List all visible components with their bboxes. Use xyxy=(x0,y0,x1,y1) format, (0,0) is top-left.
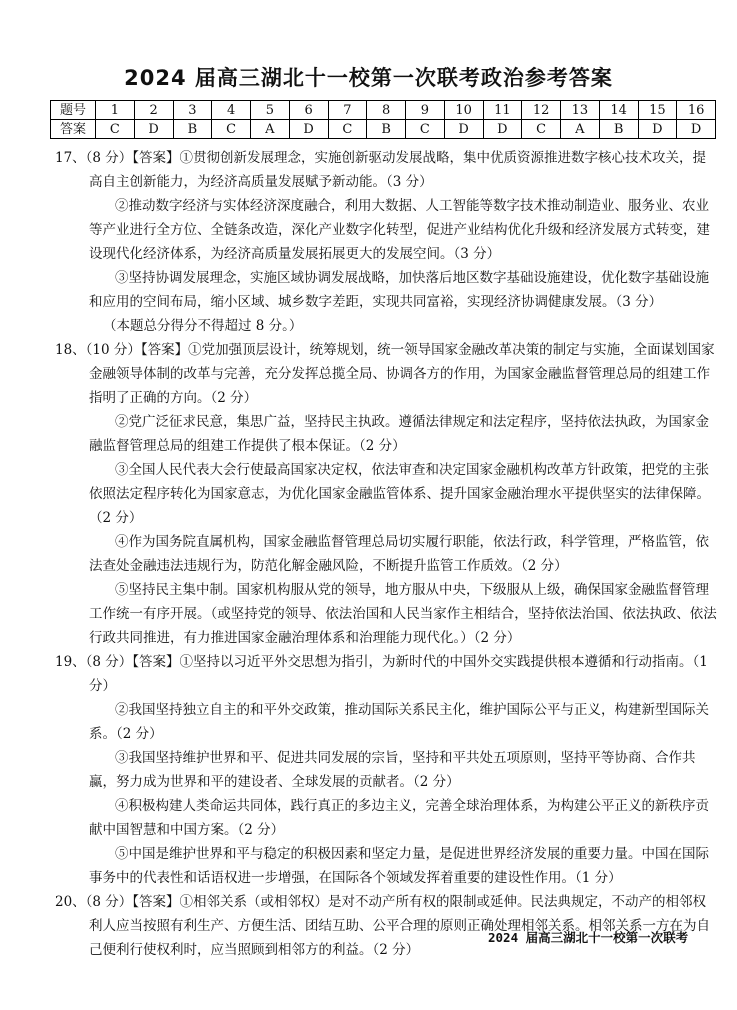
answer-point: ③全国人民代表大会行使最高国家决定权，依法审查和决定国家金融机构改革方针政策，把党的主张依照法定程序转化为国家意志，为优化国家金融监管体系、提升国家金融治理水平提供坚实的法律保障。（2 分） xyxy=(89,462,710,526)
answer-cell: D xyxy=(289,120,328,139)
question-number-cell: 13 xyxy=(561,101,600,120)
answer-cell: D xyxy=(444,120,483,139)
row-label-question-number: 题号 xyxy=(51,101,96,120)
question-number-cell: 1 xyxy=(96,101,135,120)
answer-point: ④作为国务院直属机构，国家金融监督管理总局切实履行职能，依法行政，科学管理，严格监管，依法查处金融违法违规行为，防范化解金融风险，不断提升监管工作质效。（2 分） xyxy=(89,534,709,574)
question-number-cell: 9 xyxy=(406,101,445,120)
answer-cell: C xyxy=(328,120,367,139)
answer-cell: D xyxy=(638,120,677,139)
answer-cell: C xyxy=(522,120,561,139)
answer-cell: B xyxy=(599,120,638,139)
answer-cell: A xyxy=(561,120,600,139)
answer-point: ②我国坚持独立自主的和平外交政策，推动国际关系民主化，维护国际公平与正义，构建新型国际关系。（2 分） xyxy=(89,702,709,742)
question-heading: 19、（8 分）【答案】①坚持以习近平外交思想为指引，为新时代的中国外交实践提供根本遵循和行动指南。（1 分） xyxy=(55,654,708,694)
question-heading: 17、（8 分）【答案】①贯彻创新发展理念，实施创新驱动发展战略，集中优质资源推进数字核心技术攻关，提高自主创新能力，为经济高质量发展赋予新动能。（3 分） xyxy=(55,150,707,190)
answer-point: ③坚持协调发展理念，实施区域协调发展战略，加快落后地区数字基础设施建设，优化数字基础设施和应用的空间布局，缩小区域、城乡数字差距，实现共同富裕，实现经济协调健康发展。（3 分） xyxy=(89,270,709,310)
answer-content xyxy=(55,146,717,962)
answer-table-row-answers xyxy=(51,120,716,139)
page-footer: 2024 届高三湖北十一校第一次联考 xyxy=(488,930,689,945)
answer-point: ③我国坚持维护世界和平、促进共同发展的宗旨，坚持和平共处五项原则，坚持平等协商、合作共赢，努力成为世界和平的建设者、全球发展的贡献者。（2 分） xyxy=(89,750,696,790)
question-heading: 20、（8 分）【答案】①相邻关系（或相邻权）是对不动产所有权的限制或延伸。民法典规定，不动产的相邻权利人应当按照有利生产、方便生活、团结互助、公平合理的原则正确处理相邻关系。相邻关系一方在为自己便利行使权利时，应当照顾到相邻方的利益。（2 分） xyxy=(55,894,710,958)
page-title: 2024 届高三湖北十一校第一次联考政治参考答案 xyxy=(124,66,613,90)
answer-point: ②推动数字经济与实体经济深度融合，利用大数据、人工智能等数字技术推动制造业、服务业、农业等产业进行全方位、全链条改造，深化产业数字化转型，促进产业结构优化升级和经济发展方式转变，建设现代化经济体系，为经济高质量发展拓展更大的发展空间。（3 分） xyxy=(89,198,710,262)
answer-cell: C xyxy=(212,120,251,139)
answer-cell: D xyxy=(677,120,716,139)
answer-cell: C xyxy=(406,120,445,139)
answer-point: ⑤坚持民主集中制。国家机构服从党的领导，地方服从中央，下级服从上级，确保国家金融监督管理工作统一有序开展。（或坚持党的领导、依法治国和人民当家作主相结合，坚持依法治国、依法执政、依法行政共同推进，有力推进国家金融治理体系和治理能力现代化。）（2 分） xyxy=(89,582,717,646)
question-number-cell: 3 xyxy=(173,101,212,120)
question-number-cell: 12 xyxy=(522,101,561,120)
answer-cell: D xyxy=(134,120,173,139)
question-block xyxy=(55,146,717,338)
answer-table-row-numbers xyxy=(51,101,716,120)
answer-point: ⑤中国是维护世界和平与稳定的积极因素和坚定力量，是促进世界经济发展的重要力量。中国在国际事务中的代表性和话语权进一步增强，在国际各个领域发挥着重要的建设性作用。（1 分） xyxy=(89,846,709,886)
question-number-cell: 7 xyxy=(328,101,367,120)
question-number-cell: 10 xyxy=(444,101,483,120)
question-number-cell: 6 xyxy=(289,101,328,120)
question-number-cell: 8 xyxy=(367,101,406,120)
question-number-cell: 5 xyxy=(251,101,290,120)
question-number-cell: 15 xyxy=(638,101,677,120)
answer-cell: B xyxy=(367,120,406,139)
row-label-answer: 答案 xyxy=(51,120,96,139)
question-block xyxy=(55,650,717,890)
question-number-cell: 2 xyxy=(134,101,173,120)
answer-cell: C xyxy=(96,120,135,139)
question-number-cell: 16 xyxy=(677,101,716,120)
answer-cell: D xyxy=(483,120,522,139)
question-number-cell: 4 xyxy=(212,101,251,120)
answer-point: ④积极构建人类命运共同体，践行真正的多边主义，完善全球治理体系，为构建公平正义的新秩序贡献中国智慧和中国方案。（2 分） xyxy=(89,798,709,838)
question-block xyxy=(55,338,717,650)
answer-cell: B xyxy=(173,120,212,139)
question-block xyxy=(55,890,717,962)
answer-table xyxy=(50,100,716,139)
answer-cell: A xyxy=(251,120,290,139)
question-number-cell: 11 xyxy=(483,101,522,120)
answer-point: ②党广泛征求民意，集思广益，坚持民主执政。遵循法律规定和法定程序，坚持依法执政，为国家金融监督管理总局的组建工作提供了根本保证。（2 分） xyxy=(89,414,709,454)
question-heading: 18、（10 分）【答案】①党加强顶层设计，统筹规划，统一领导国家金融改革决策的制定与实施，全面谋划国家金融领导体制的改革与完善，充分发挥总揽全局、协调各方的作用，为国家金融监督管理总局的组建工作指明了正确的方向。（2 分） xyxy=(55,342,715,406)
question-number-cell: 14 xyxy=(599,101,638,120)
score-note: （本题总分得分不得超过 8 分。） xyxy=(103,318,303,334)
